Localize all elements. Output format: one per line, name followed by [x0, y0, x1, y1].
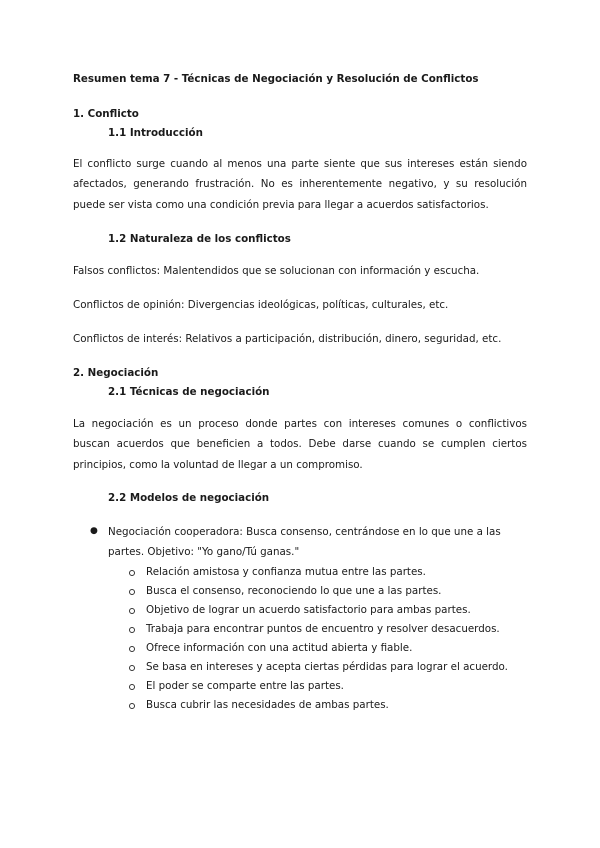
- circle-bullet-icon: [129, 665, 135, 671]
- list-item: [129, 658, 508, 677]
- section-heading-negociacion: 2. Negociación: [73, 367, 159, 379]
- conflict-type-line: Conflictos de opinión: Divergencias ideológicas, políticas, culturales, etc.: [73, 299, 449, 311]
- section-heading-conflicto: 1. Conflicto: [73, 108, 139, 120]
- cooperative-traits-list: [129, 563, 508, 715]
- subsection-heading-naturaleza: 1.2 Naturaleza de los conflictos: [108, 233, 291, 245]
- list-item: [129, 582, 508, 601]
- circle-bullet-icon: [129, 570, 135, 576]
- conflict-type-line: Falsos conflictos: Malentendidos que se solucionan con información y escucha.: [73, 265, 480, 277]
- list-item: [129, 563, 508, 582]
- list-item-text: Se basa en intereses y acepta ciertas pérdidas para lograr el acuerdo.: [146, 661, 508, 673]
- list-item-text: Busca el consenso, reconociendo lo que une a las partes.: [146, 585, 442, 597]
- bullet-negociacion-cooperadora: Negociación cooperadora: Busca consenso, centrándose en lo que une a las partes. Objetivo: "Yo gano/Tú ganas.": [108, 526, 501, 559]
- list-item-text: Trabaja para encontrar puntos de encuentro y resolver desacuerdos.: [146, 623, 500, 635]
- circle-bullet-icon: [129, 684, 135, 690]
- list-item-text: El poder se comparte entre las partes.: [146, 680, 344, 692]
- list-item: [129, 601, 508, 620]
- conflict-type-line: Conflictos de interés: Relativos a participación, distribución, dinero, seguridad, etc.: [73, 333, 502, 345]
- bullet-icon: ●: [90, 526, 98, 536]
- document-title: Resumen tema 7 - Técnicas de Negociación y Resolución de Conflictos: [73, 73, 479, 85]
- circle-bullet-icon: [129, 646, 135, 652]
- circle-bullet-icon: [129, 627, 135, 633]
- list-item: [129, 677, 508, 696]
- list-item: [129, 696, 508, 715]
- subsection-heading-introduccion: 1.1 Introducción: [108, 127, 203, 139]
- paragraph-tecnicas: La negociación es un proceso donde partes con intereses comunes o conflictivos buscan acuerdos que beneficien a todos. Debe darse cuando se cumplen ciertos principios, como la voluntad de llegar a un compromiso.: [73, 418, 527, 471]
- list-item-text: Objetivo de lograr un acuerdo satisfactorio para ambas partes.: [146, 604, 471, 616]
- list-item-text: Ofrece información con una actitud abierta y fiable.: [146, 642, 413, 654]
- circle-bullet-icon: [129, 589, 135, 595]
- list-item: [129, 639, 508, 658]
- list-item-text: Busca cubrir las necesidades de ambas partes.: [146, 699, 389, 711]
- circle-bullet-icon: [129, 703, 135, 709]
- list-item-text: Relación amistosa y confianza mutua entre las partes.: [146, 566, 426, 578]
- circle-bullet-icon: [129, 608, 135, 614]
- list-item: [129, 620, 508, 639]
- subsection-heading-modelos: 2.2 Modelos de negociación: [108, 492, 270, 504]
- subsection-heading-tecnicas: 2.1 Técnicas de negociación: [108, 386, 270, 398]
- paragraph-introduccion: El conflicto surge cuando al menos una parte siente que sus intereses están siendo afectados, generando frustración. No es inherentemente negativo, y su resolución puede ser vista como una condición previa para llegar a acuerdos satisfactorios.: [73, 158, 527, 211]
